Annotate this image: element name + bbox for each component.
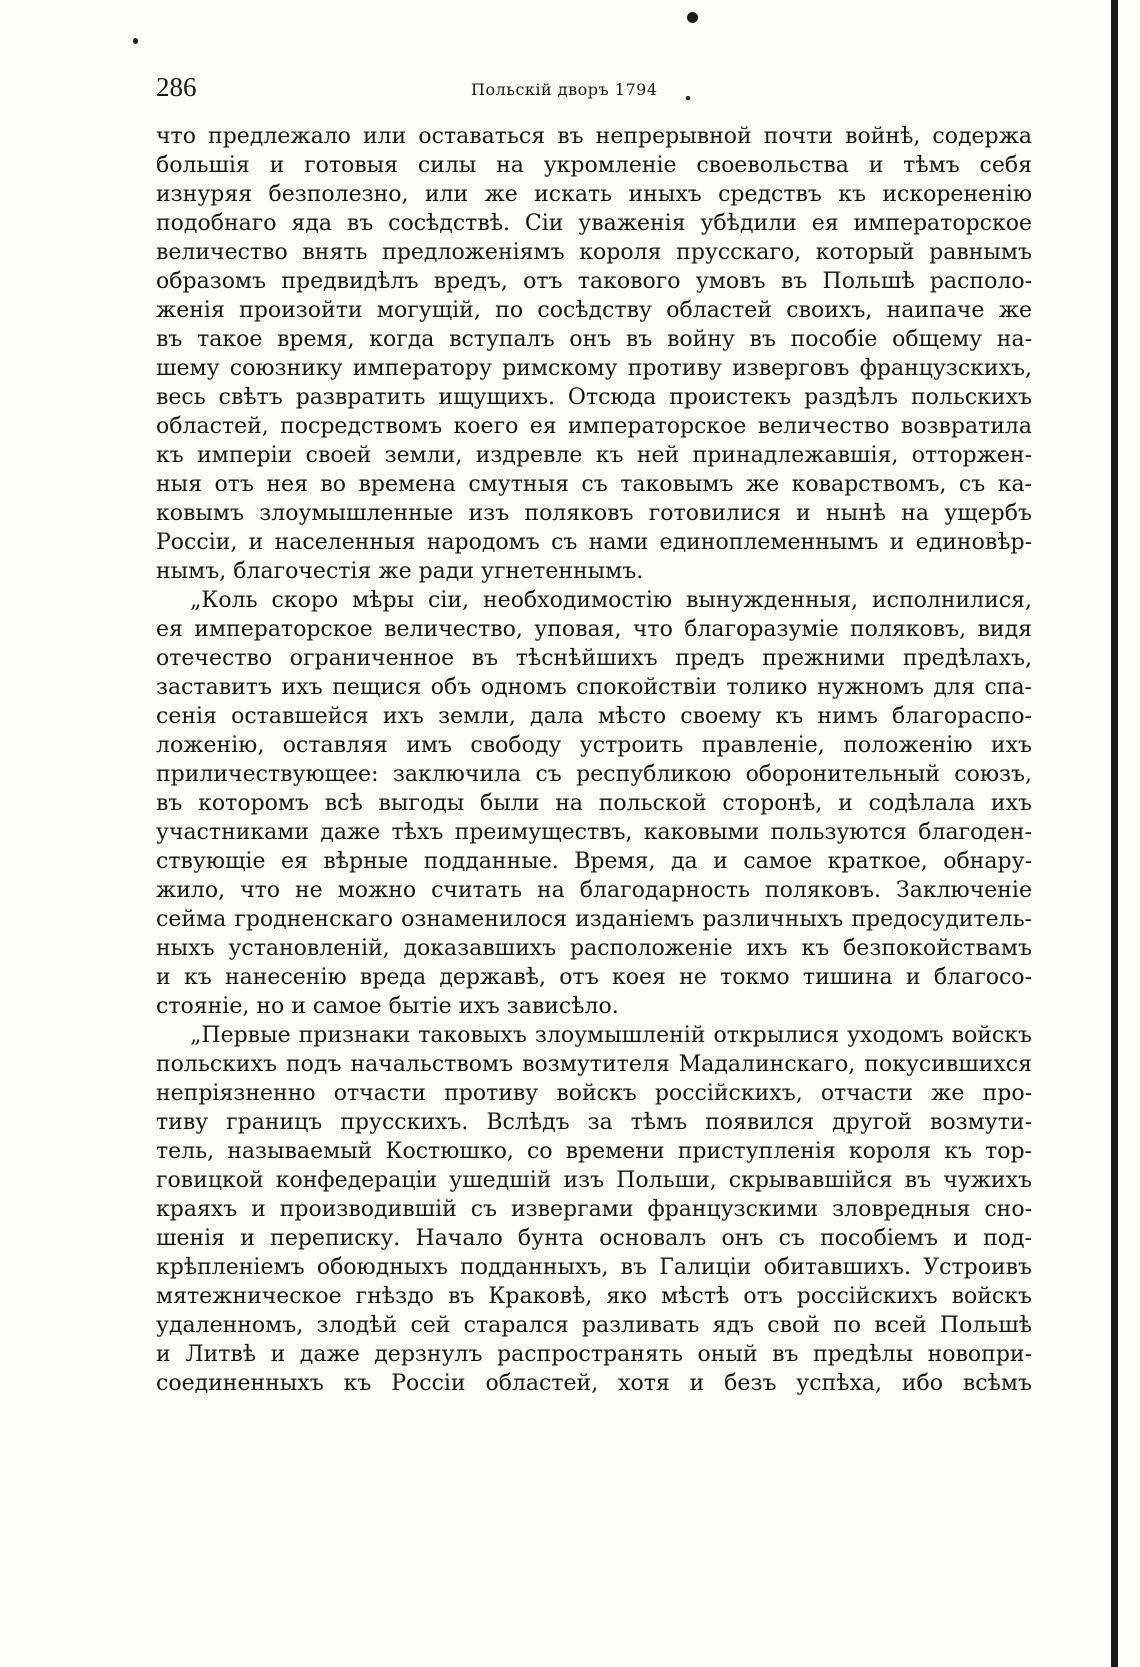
text-line: непріязненно отчасти противу войскъ россійскихъ, отчасти же про- xyxy=(156,1081,1032,1106)
text-line: говицкой конфедераціи ушедшій изъ Польши, скрывавшійся въ чужихъ xyxy=(156,1168,1032,1193)
text-line: отечество ограниченное въ тѣснѣйшихъ предъ прежними предѣлахъ, xyxy=(156,646,1032,671)
text-line: и къ нанесенію вреда державѣ, отъ коея не токмо тишина и благосо- xyxy=(156,965,1032,990)
text-line: участниками даже тѣхъ преимуществъ, каковыми пользуются благоден- xyxy=(156,820,1032,845)
text-line: ныхъ установленій, доказавшихъ расположеніе ихъ къ безпокойствамъ xyxy=(156,936,1032,961)
text-line: Россіи, и населенныя народомъ съ нами единоплеменнымъ и единовѣр- xyxy=(156,530,1032,555)
text-line: жило, что не можно считать на благодарность поляковъ. Заключеніе xyxy=(156,878,1032,903)
text-line: въ которомъ всѣ выгоды были на польской сторонѣ, и содѣлала ихъ xyxy=(156,791,1032,816)
running-head: Польскій дворъ 1794 xyxy=(471,80,658,99)
text-line: что предлежало или оставаться въ непрерывной почти войнѣ, содержа xyxy=(156,124,1032,149)
text-line: и Литвѣ и даже дерзнулъ распространять оный въ предѣлы новопри- xyxy=(156,1342,1032,1367)
text-line: ея императорское величество, уповая, что благоразуміе поляковъ, видя xyxy=(156,617,1032,642)
text-line: въ такое время, когда вступалъ онъ въ войну въ пособіе общему на- xyxy=(156,327,1032,352)
text-line: краяхъ и производившій съ извергами французскими зловредныя сно- xyxy=(156,1197,1032,1222)
text-line: подобнаго яда въ сосѣдствѣ. Сіи уваженія убѣдили ея императорское xyxy=(156,211,1032,236)
text-line: ковымъ злоумышленные изъ поляковъ готовилися и нынѣ на ущербъ xyxy=(156,501,1032,526)
text-line: къ имперіи своей земли, издревле къ ней принадлежавшія, отторжен- xyxy=(156,443,1032,468)
text-line: женія произойти могущій, по сосѣдству областей своихъ, наипаче же xyxy=(156,298,1032,323)
text-line: ныя отъ нея во времена смутныя съ таковымъ же коварствомъ, съ ка- xyxy=(156,472,1032,497)
text-line: удаленномъ, злодѣй сей старался разливать ядъ свой по всей Польшѣ xyxy=(156,1313,1032,1338)
body-text xyxy=(156,122,1032,1398)
paragraph xyxy=(156,122,1032,586)
text-line: сенія оставшейся ихъ земли, дала мѣсто своему къ нимъ благораспо- xyxy=(156,704,1032,729)
ink-speck xyxy=(133,38,138,44)
text-line: образомъ предвидѣлъ вредъ, отъ такового умовъ въ Польшѣ располо- xyxy=(156,269,1032,294)
text-line: областей, посредствомъ коего ея императорское величество возвратила xyxy=(156,414,1032,439)
paragraph xyxy=(156,586,1032,1021)
text-line: заставитъ ихъ пещися объ одномъ спокойствіи толико нужномъ для спа- xyxy=(156,675,1032,700)
text-line: большія и готовыя силы на укромленіе своевольства и тѣмъ себя xyxy=(156,153,1032,178)
text-line: сейма гродненскаго ознаменилося изданіемъ различныхъ предосудитель- xyxy=(156,907,1032,932)
text-line: приличествующее: заключила съ республикою оборонительный союзъ, xyxy=(156,762,1032,787)
text-line: ствующіе ея вѣрные подданные. Время, да и самое краткое, обнару- xyxy=(156,849,1032,874)
text-line: соединенныхъ къ Россіи областей, хотя и безъ успѣха, ибо всѣмъ xyxy=(156,1371,1032,1396)
page-header xyxy=(156,72,1032,112)
ink-speck xyxy=(687,12,698,23)
text-line: польскихъ подъ начальствомъ возмутителя Мадалинскаго, покусившихся xyxy=(156,1052,1032,1077)
text-line: весь свѣтъ развратить ищущихъ. Отсюда проистекъ раздѣлъ польскихъ xyxy=(156,385,1032,410)
text-line: крѣпленіемъ обоюдныхъ подданныхъ, въ Галиціи обитавшихъ. Устроивъ xyxy=(156,1255,1032,1280)
text-line: шенія и переписку. Начало бунта основалъ онъ съ пособіемъ и под- xyxy=(156,1226,1032,1251)
text-line: тель, называемый Костюшко, со времени приступленія короля къ тор- xyxy=(156,1139,1032,1164)
text-line: нымъ, благочестія же ради угнетеннымъ. xyxy=(156,559,644,584)
text-line: тиву границъ прусскихъ. Вслѣдъ за тѣмъ появился другой возмути- xyxy=(156,1110,1032,1135)
text-line: мятежническое гнѣздо въ Краковѣ, яко мѣстѣ отъ россійскихъ войскъ xyxy=(156,1284,1032,1309)
page-number: 286 xyxy=(156,72,197,102)
text-line: шему союзнику императору римскому противу изверговъ французскихъ, xyxy=(156,356,1032,381)
scan-edge-border xyxy=(1111,0,1118,1667)
text-line: изнуряя безполезно, или же искать иныхъ средствъ къ искорененію xyxy=(156,182,1032,207)
text-line: ложенію, оставляя имъ свободу устроить правленіе, положенію ихъ xyxy=(156,733,1032,758)
text-line: „Первые признаки таковыхъ злоумышленій открылися уходомъ войскъ xyxy=(190,1023,1032,1048)
paragraph xyxy=(156,1021,1032,1398)
text-line: „Коль скоро мѣры сіи, необходимостію вынужденныя, исполнилися, xyxy=(190,588,1032,613)
text-line: величество внять предложеніямъ короля прусскаго, который равнымъ xyxy=(156,240,1032,265)
text-line: стояніе, но и самое бытіе ихъ зависѣло. xyxy=(156,994,619,1019)
